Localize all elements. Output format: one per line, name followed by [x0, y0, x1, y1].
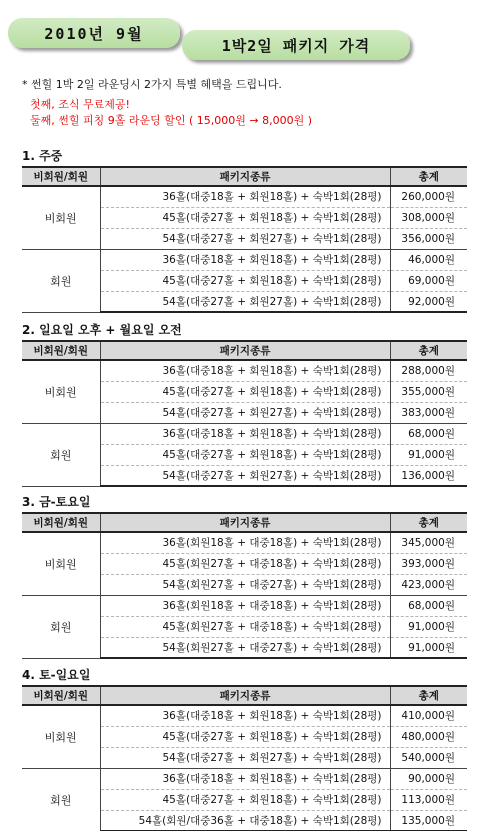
header-member: 비회원/회원 [22, 167, 100, 186]
table-row [22, 360, 467, 381]
package-price: 135,000원 [390, 810, 467, 831]
package-price: 136,000원 [390, 465, 467, 486]
package-description: 45홀(대중27홀 + 회원18홀) + 숙박1회(28평) [100, 726, 390, 747]
package-price: 46,000원 [390, 249, 467, 270]
member-type: 비회원 [22, 186, 100, 249]
title-banner [182, 30, 410, 60]
package-description: 36홀(대중18홀 + 회원18홀) + 숙박1회(28평) [100, 249, 390, 270]
price-table [22, 512, 467, 659]
package-description: 36홀(대중18홀 + 회원18홀) + 숙박1회(28평) [100, 705, 390, 726]
header-total: 총계 [390, 341, 467, 360]
price-section [22, 146, 467, 313]
package-description: 54홀(대중27홀 + 회원27홀) + 숙박1회(28평) [100, 465, 390, 486]
member-type: 회원 [22, 768, 100, 831]
package-price: 288,000원 [390, 360, 467, 381]
header-total: 총계 [390, 513, 467, 532]
member-type: 비회원 [22, 705, 100, 768]
price-section [22, 320, 467, 487]
header-member: 비회원/회원 [22, 341, 100, 360]
section-title: 3. 금-토요일 [22, 495, 91, 509]
header-total: 총계 [390, 167, 467, 186]
header-package: 패키지종류 [100, 341, 390, 360]
member-type: 비회원 [22, 360, 100, 423]
package-price: 91,000원 [390, 444, 467, 465]
package-description: 54홀(대중27홀 + 회원27홀) + 숙박1회(28평) [100, 747, 390, 768]
header-total: 총계 [390, 686, 467, 705]
package-description: 54홀(대중27홀 + 회원27홀) + 숙박1회(28평) [100, 402, 390, 423]
package-description: 36홀(회원18홀 + 대중18홀) + 숙박1회(28평) [100, 595, 390, 616]
price-section [22, 492, 467, 659]
package-price: 356,000원 [390, 228, 467, 249]
member-type: 회원 [22, 249, 100, 312]
package-description: 54홀(대중27홀 + 회원27홀) + 숙박1회(28평) [100, 228, 390, 249]
package-description: 36홀(대중18홀 + 회원18홀) + 숙박1회(28평) [100, 186, 390, 207]
package-description: 45홀(대중27홀 + 회원18홀) + 숙박1회(28평) [100, 381, 390, 402]
package-price: 345,000원 [390, 532, 467, 553]
header-member: 비회원/회원 [22, 686, 100, 705]
table-row [22, 249, 467, 270]
package-price: 480,000원 [390, 726, 467, 747]
package-price: 540,000원 [390, 747, 467, 768]
table-row [22, 768, 467, 789]
table-row [22, 186, 467, 207]
page-title: 1박2일 패키지 가격 [221, 36, 371, 55]
package-description: 54홀(대중27홀 + 회원27홀) + 숙박1회(28평) [100, 291, 390, 312]
price-section [22, 665, 467, 831]
section-title: 1. 주중 [22, 149, 63, 163]
package-price: 68,000원 [390, 595, 467, 616]
price-table [22, 340, 467, 487]
member-type: 회원 [22, 595, 100, 658]
section-title: 2. 일요일 오후 + 월요일 오전 [22, 323, 182, 337]
table-row [22, 705, 467, 726]
header-package: 패키지종류 [100, 167, 390, 186]
package-description: 54홀(회원27홀 + 대중27홀) + 숙박1회(28평) [100, 574, 390, 595]
package-description: 54홀(회원27홀 + 대중27홀) + 숙박1회(28평) [100, 637, 390, 658]
package-price: 91,000원 [390, 616, 467, 637]
benefit-2: 둘째, 썬힐 피칭 9홀 라운딩 할인 ( 15,000원 → 8,000원 ) [30, 114, 313, 127]
header-package: 패키지종류 [100, 686, 390, 705]
package-description: 54홀(회원/대중36홀 + 대중18홀) + 숙박1회(28평) [100, 810, 390, 831]
package-price: 91,000원 [390, 637, 467, 658]
package-description: 36홀(대중18홀 + 회원18홀) + 숙박1회(28평) [100, 423, 390, 444]
date-banner [8, 18, 180, 48]
package-description: 45홀(대중27홀 + 회원18홀) + 숙박1회(28평) [100, 789, 390, 810]
package-price: 69,000원 [390, 270, 467, 291]
package-price: 90,000원 [390, 768, 467, 789]
package-price: 410,000원 [390, 705, 467, 726]
package-description: 45홀(회원27홀 + 대중18홀) + 숙박1회(28평) [100, 553, 390, 574]
package-price: 260,000원 [390, 186, 467, 207]
package-price: 393,000원 [390, 553, 467, 574]
section-title: 4. 토-일요일 [22, 668, 91, 682]
header-member: 비회원/회원 [22, 513, 100, 532]
notice-main: * 썬힐 1박 2일 라운딩시 2가지 특별 혜택을 드립니다. [22, 78, 282, 91]
package-description: 45홀(대중27홀 + 회원18홀) + 숙박1회(28평) [100, 207, 390, 228]
package-price: 92,000원 [390, 291, 467, 312]
benefit-1: 첫째, 조식 무료제공! [30, 98, 130, 111]
package-price: 113,000원 [390, 789, 467, 810]
header-package: 패키지종류 [100, 513, 390, 532]
date-text: 2010년 9월 [44, 24, 144, 43]
package-price: 383,000원 [390, 402, 467, 423]
package-price: 423,000원 [390, 574, 467, 595]
price-table [22, 685, 467, 831]
package-description: 36홀(대중18홀 + 회원18홀) + 숙박1회(28평) [100, 360, 390, 381]
package-description: 45홀(대중27홀 + 회원18홀) + 숙박1회(28평) [100, 444, 390, 465]
package-description: 36홀(회원18홀 + 대중18홀) + 숙박1회(28평) [100, 532, 390, 553]
package-description: 36홀(대중18홀 + 회원18홀) + 숙박1회(28평) [100, 768, 390, 789]
package-description: 45홀(회원27홀 + 대중18홀) + 숙박1회(28평) [100, 616, 390, 637]
package-price: 308,000원 [390, 207, 467, 228]
package-price: 68,000원 [390, 423, 467, 444]
package-price: 355,000원 [390, 381, 467, 402]
member-type: 비회원 [22, 532, 100, 595]
package-description: 45홀(대중27홀 + 회원18홀) + 숙박1회(28평) [100, 270, 390, 291]
table-row [22, 532, 467, 553]
table-row [22, 595, 467, 616]
member-type: 회원 [22, 423, 100, 486]
price-table [22, 166, 467, 313]
table-row [22, 423, 467, 444]
